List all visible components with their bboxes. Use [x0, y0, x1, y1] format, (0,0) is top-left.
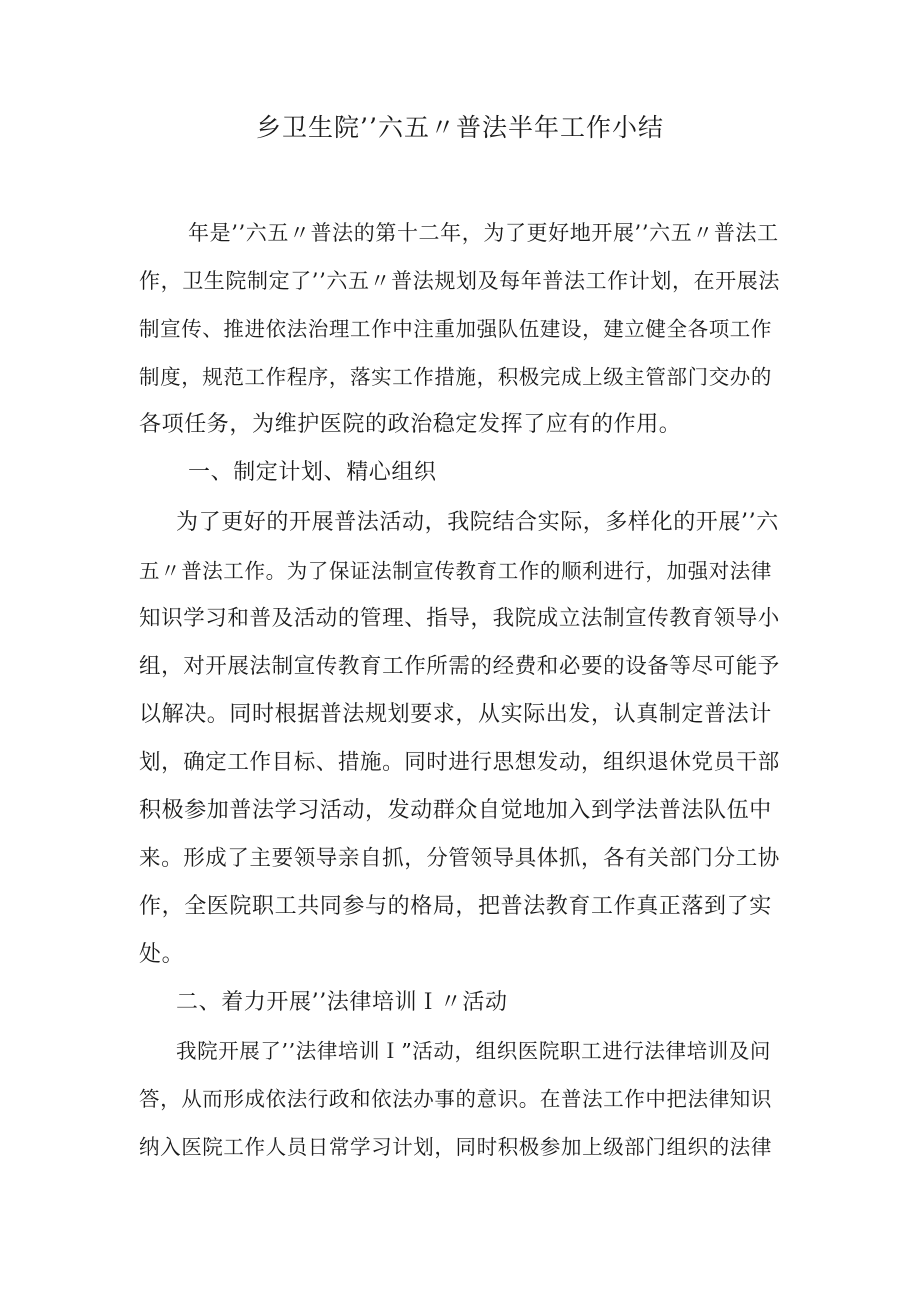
- paragraph-line: 各项任务，为维护医院的政治稳定发挥了应有的作用。: [139, 412, 682, 437]
- paragraph-line: 划，确定工作目标、措施。同时进行思想发动，组织退休党员干部: [139, 750, 780, 775]
- paragraph-line: 为了更好的开展普法活动，我院结合实际，多样化的开展’’六: [176, 510, 779, 535]
- paragraph-line: 来。形成了主要领导亲自抓，分管领导具体抓，各有关部门分工协: [139, 846, 780, 871]
- paragraph-line: 年是’’六五〃普法的第十二年，为了更好地开展’’六五〃普法工: [188, 221, 779, 245]
- paragraph-line: 积极参加普法学习活动，发动群众自觉地加入到学法普法队伍中: [139, 798, 772, 823]
- paragraph-line: 纳入医院工作人员日常学习计划，同时积极参加上级部门组织的法律: [139, 1135, 772, 1159]
- paragraph-line: 制度，规范工作程序，落实工作措施，积极完成上级主管部门交办的: [139, 365, 772, 389]
- paragraph-line: 处。: [139, 942, 185, 967]
- section-heading: 二、着力开展’’法律培训Ｉ〃活动: [176, 990, 508, 1015]
- paragraph-line: 五〃普法工作。为了保证法制宣传教育工作的顺利进行，加强对法律: [139, 559, 772, 583]
- paragraph-line: 制宣传、推进依法治理工作中注重加强队伍建设，建立健全各项工作: [139, 317, 772, 341]
- section-heading: 一、制定计划、精心组织: [188, 460, 437, 485]
- paragraph-line: 组，对开展法制宣传教育工作所需的经费和必要的设备等尽可能予: [139, 654, 780, 679]
- paragraph-line: 知识学习和普及活动的管理、指导，我院成立法制宣传教育领导小: [139, 606, 780, 631]
- paragraph-line: 以解决。同时根据普法规划要求，从实际出发，认真制定普法计: [139, 702, 772, 727]
- paragraph-line: 答，从而形成依法行政和依法办事的意识。在普法工作中把法律知识: [139, 1087, 772, 1111]
- document-title: 乡卫生院’’六五〃普法半年工作小结: [256, 113, 664, 142]
- paragraph-line: 作，卫生院制定了’’六五〃普法规划及每年普法工作计划，在开展法: [139, 269, 780, 293]
- paragraph-line: 我院开展了’’法律培训Ｉ”活动，组织医院职工进行法律培训及问: [176, 1039, 772, 1063]
- paragraph-line: 作，全医院职工共同参与的格局，把普法教育工作真正落到了实: [139, 894, 772, 919]
